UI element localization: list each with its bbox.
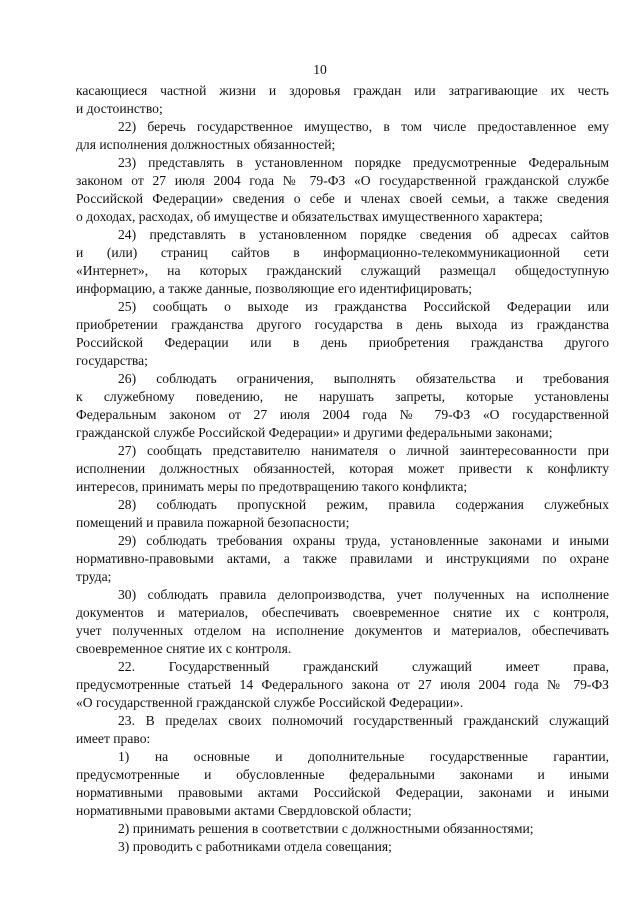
text-line: своевременное снятие их с контроля. [76,641,292,656]
text-line: «Интернет», на которых гражданский служащий размещал общедоступную [76,263,609,278]
text-line: к служебному поведению, не нарушать запреты, которые установлены [76,389,609,404]
text-line: касающиеся частной жизни и здоровья граждан или затрагивающие их честь [76,83,609,98]
text-line: документов и материалов, обеспечивать своевременное снятие их с контроля, [76,605,609,620]
text-line: помещений и правила пожарной безопасности; [76,515,350,530]
text-line: нормативными правовыми актами Российской Федерации, законами и иными [76,785,609,800]
text-line: 3) проводить с работниками отдела совещания; [118,839,392,854]
text-line: 24) представлять в установленном порядке сведения об адресах сайтов [118,227,609,242]
text-line: и (или) страниц сайтов в информационно-телекоммуникационной сети [76,245,609,260]
text-line: 25) сообщать о выходе из гражданства Российской Федерации или [118,299,609,314]
text-line: учет полученных отделом на исполнение документов и материалов, обеспечивать [76,623,609,638]
text-line: предусмотренные и обусловленные федеральными законами и иными [76,767,609,782]
text-line: интересов, принимать меры по предотвращению такого конфликта; [76,479,468,494]
text-line: и достоинство; [76,101,163,116]
text-line: 23) представлять в установленном порядке предусмотренные Федеральным [118,155,609,170]
text-line: приобретении гражданства другого государства в день выхода из гражданства [76,317,609,332]
text-line: Российской Федерации» сведения о себе и членах своей семьи, а также сведения [76,191,609,206]
text-line: 2) принимать решения в соответствии с должностными обязанностями; [118,821,534,836]
text-line: законом от 27 июля 2004 года № 79-ФЗ «О государственной гражданской службе [76,173,609,188]
text-line: 22. Государственный гражданский служащий имеет права, [118,659,609,674]
text-line: предусмотренные статьей 14 Федерального закона от 27 июля 2004 года № 79-ФЗ [76,677,609,692]
text-line: 28) соблюдать пропускной режим, правила содержания служебных [118,497,609,512]
text-line: нормативными правовыми актами Свердловской области; [76,803,412,818]
text-line: нормативно-правовыми актами, а также правилами и инструкциями по охране [76,551,609,566]
text-line: 22) беречь государственное имущество, в том числе предоставленное ему [118,119,609,134]
page-number: 10 [313,62,327,77]
text-line: для исполнения должностных обязанностей; [76,137,336,152]
text-line: 30) соблюдать правила делопроизводства, учет полученных на исполнение [118,587,609,602]
text-line: труда; [76,569,112,584]
text-line: Российской Федерации или в день приобретения гражданства другого [76,335,609,350]
text-line: Федеральным законом от 27 июля 2004 года № 79-ФЗ «О государственной [76,407,609,422]
text-line: гражданской службе Российской Федерации» и другими федеральными законами; [76,425,553,440]
text-line: «О государственной гражданской службе Российской Федерации». [76,695,464,710]
text-line: 23. В пределах своих полномочий государственный гражданский служащий [118,713,609,728]
text-line: 26) соблюдать ограничения, выполнять обязательства и требования [118,371,609,386]
text-line: государства; [76,353,148,368]
text-line: имеет право: [76,731,151,746]
text-line: исполнении должностных обязанностей, которая может привести к конфликту [76,461,609,476]
document-body [76,82,609,856]
text-line: 27) сообщать представителю нанимателя о личной заинтересованности при [118,443,609,458]
text-line: информацию, а также данные, позволяющие его идентифицировать; [76,281,473,296]
text-line: 1) на основные и дополнительные государственные гарантии, [118,749,609,764]
text-line: о доходах, расходах, об имуществе и обязательствах имущественного характера; [76,209,543,224]
text-line: 29) соблюдать требования охраны труда, установленные законами и иными [118,533,609,548]
